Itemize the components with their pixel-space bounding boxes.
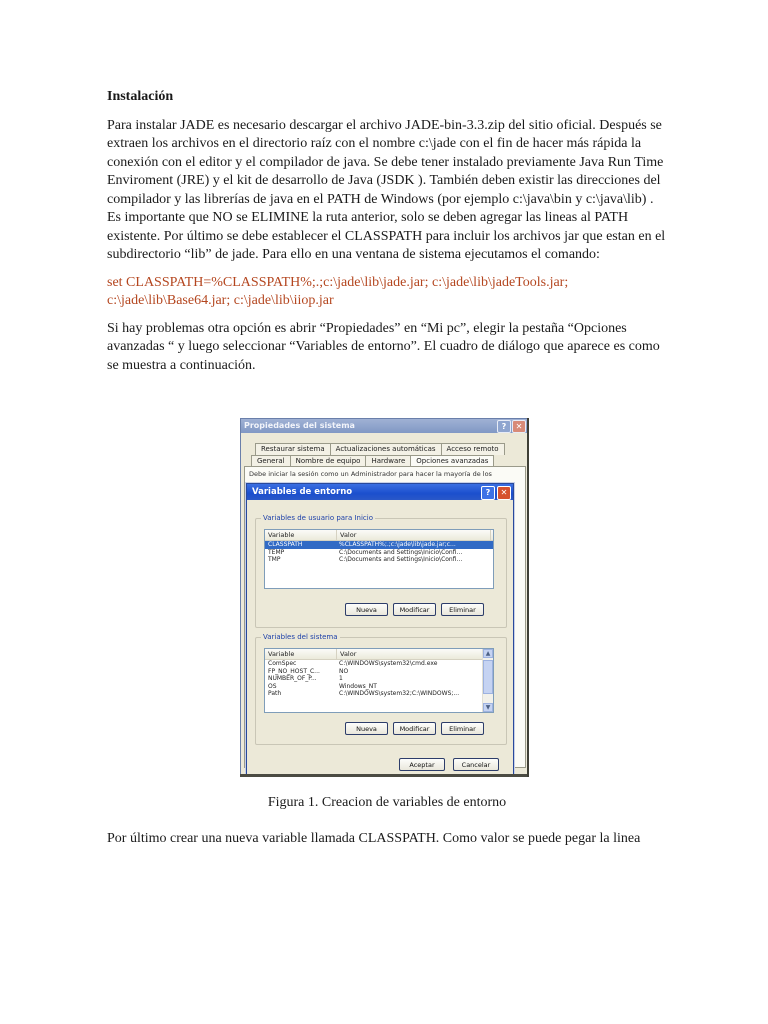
figure-screenshot bbox=[240, 418, 529, 777]
list-item[interactable]: TEMP C:\Documents and Settings\Inicio\Confi... bbox=[268, 548, 463, 556]
system-properties-title: Propiedades del sistema bbox=[244, 421, 355, 430]
scroll-up-icon[interactable]: ▲ bbox=[483, 649, 493, 658]
system-variables-list[interactable] bbox=[264, 648, 494, 713]
classpath-command: set CLASSPATH=%CLASSPATH%;.;c:\jade\lib\jade.jar; c:\jade\lib\jadeTools.jar; c:\jade\lib\Base64.jar; c:\jade\lib\iiop.jar bbox=[107, 274, 569, 308]
paragraph-alternative: Si hay problemas otra opción es abrir “Propiedades” en “Mi pc”, elegir la pestaña “Opciones avanzadas “ y luego seleccionar “Variables de entorno”. El cuadro de diálogo que aparece es como se muestra a continuación. bbox=[107, 320, 660, 373]
user-new-button[interactable]: Nueva bbox=[345, 603, 388, 616]
user-variables-label: Variables de usuario para Inicio bbox=[263, 514, 373, 522]
tab-general[interactable]: General bbox=[251, 455, 291, 467]
col-variable-header[interactable]: Variable bbox=[265, 530, 337, 540]
list-item[interactable]: Path C:\WINDOWS\system32;C:\WINDOWS;... bbox=[268, 690, 460, 697]
list-header bbox=[265, 649, 493, 660]
system-variables-group bbox=[255, 633, 507, 745]
env-variables-title: Variables de entorno bbox=[252, 487, 353, 497]
list-header bbox=[265, 530, 493, 541]
ok-button[interactable]: Aceptar bbox=[399, 758, 445, 771]
close-icon[interactable]: ✕ bbox=[497, 486, 511, 500]
col-value-header[interactable]: Valor bbox=[337, 649, 491, 659]
env-variables-titlebar bbox=[247, 484, 513, 500]
paragraph-installation: Para instalar JADE es necesario descargar el archivo JADE-bin-3.3.zip del sitio oficial. Después se extraen los archivos en el directorio raíz con el nombre c:\jade con el fin de hacer más rápida la conexión con el editor y el compilador de java. Se debe tener instalado previamente Java Run Time Enviroment (JRE) y el kit de desarrollo de Java (JSDK ). También deben existir las direcciones del compilador y las librerías de java en el PATH de Windows (por ejemplo c:\java\bin y c:\java\lib) . Es importante que NO se ELIMINE la ruta anterior, solo se deben agregar las lineas al PATH existente. Por último se debe establecer el CLASSPATH para incluir los archivos jar que estan en el subdirectorio “lib” de jade. Para ello en una ventana de sistema ejecutamos el comando: bbox=[107, 117, 666, 262]
paragraph-final: Por último crear una nueva variable llamada CLASSPATH. Como valor se puede pegar la linea bbox=[107, 831, 641, 846]
close-icon[interactable]: ✕ bbox=[512, 420, 526, 433]
tab-opciones-avanzadas[interactable]: Opciones avanzadas bbox=[410, 455, 494, 467]
scroll-down-icon[interactable]: ▼ bbox=[483, 703, 493, 712]
user-modify-button[interactable]: Modificar bbox=[393, 603, 436, 616]
figure-caption: Figura 1. Creacion de variables de entorno bbox=[267, 795, 507, 810]
list-scrollbar[interactable] bbox=[482, 649, 493, 712]
list-item[interactable]: ComSpec C:\WINDOWS\system32\cmd.exe bbox=[268, 660, 438, 667]
scroll-thumb[interactable] bbox=[483, 660, 493, 694]
tab-acceso-remoto[interactable]: Acceso remoto bbox=[441, 443, 505, 455]
list-item[interactable]: TMP C:\Documents and Settings\Inicio\Confi... bbox=[268, 556, 463, 563]
figure-border-bottom bbox=[240, 774, 529, 777]
list-item[interactable]: CLASSPATH %CLASSPATH%;.;c:\jade\lib\jade.jar;c... bbox=[265, 541, 493, 549]
admin-notice: Debe iniciar la sesión como un Administrador para hacer la mayoría de los bbox=[249, 470, 492, 478]
cancel-button[interactable]: Cancelar bbox=[453, 758, 499, 771]
system-properties-window bbox=[240, 418, 529, 777]
list-item[interactable]: FP_NO_HOST_C... NO bbox=[268, 667, 349, 675]
tab-restaurar-sistema[interactable]: Restaurar sistema bbox=[255, 443, 331, 455]
env-variables-dialog bbox=[246, 483, 514, 775]
help-icon[interactable]: ? bbox=[497, 420, 511, 433]
system-delete-button[interactable]: Eliminar bbox=[441, 722, 484, 735]
user-variables-group bbox=[255, 514, 507, 628]
tab-hardware[interactable]: Hardware bbox=[365, 455, 411, 467]
list-item[interactable]: NUMBER_OF_P... 1 bbox=[268, 675, 343, 682]
col-variable-header[interactable]: Variable bbox=[265, 649, 337, 659]
col-value-header[interactable]: Valor bbox=[337, 530, 491, 540]
system-properties-titlebar bbox=[241, 419, 528, 433]
help-icon[interactable]: ? bbox=[481, 486, 495, 500]
tab-actualizaciones[interactable]: Actualizaciones automáticas bbox=[330, 443, 442, 455]
list-item[interactable]: OS Windows_NT bbox=[268, 682, 377, 690]
tab-nombre-equipo[interactable]: Nombre de equipo bbox=[290, 455, 367, 467]
figure-border-right bbox=[527, 418, 529, 777]
system-variables-label: Variables del sistema bbox=[263, 633, 338, 641]
user-delete-button[interactable]: Eliminar bbox=[441, 603, 484, 616]
system-modify-button[interactable]: Modificar bbox=[393, 722, 436, 735]
tabs-back-row bbox=[255, 443, 504, 455]
user-variables-list[interactable] bbox=[264, 529, 494, 589]
section-heading: Instalación bbox=[107, 89, 174, 104]
system-new-button[interactable]: Nueva bbox=[345, 722, 388, 735]
